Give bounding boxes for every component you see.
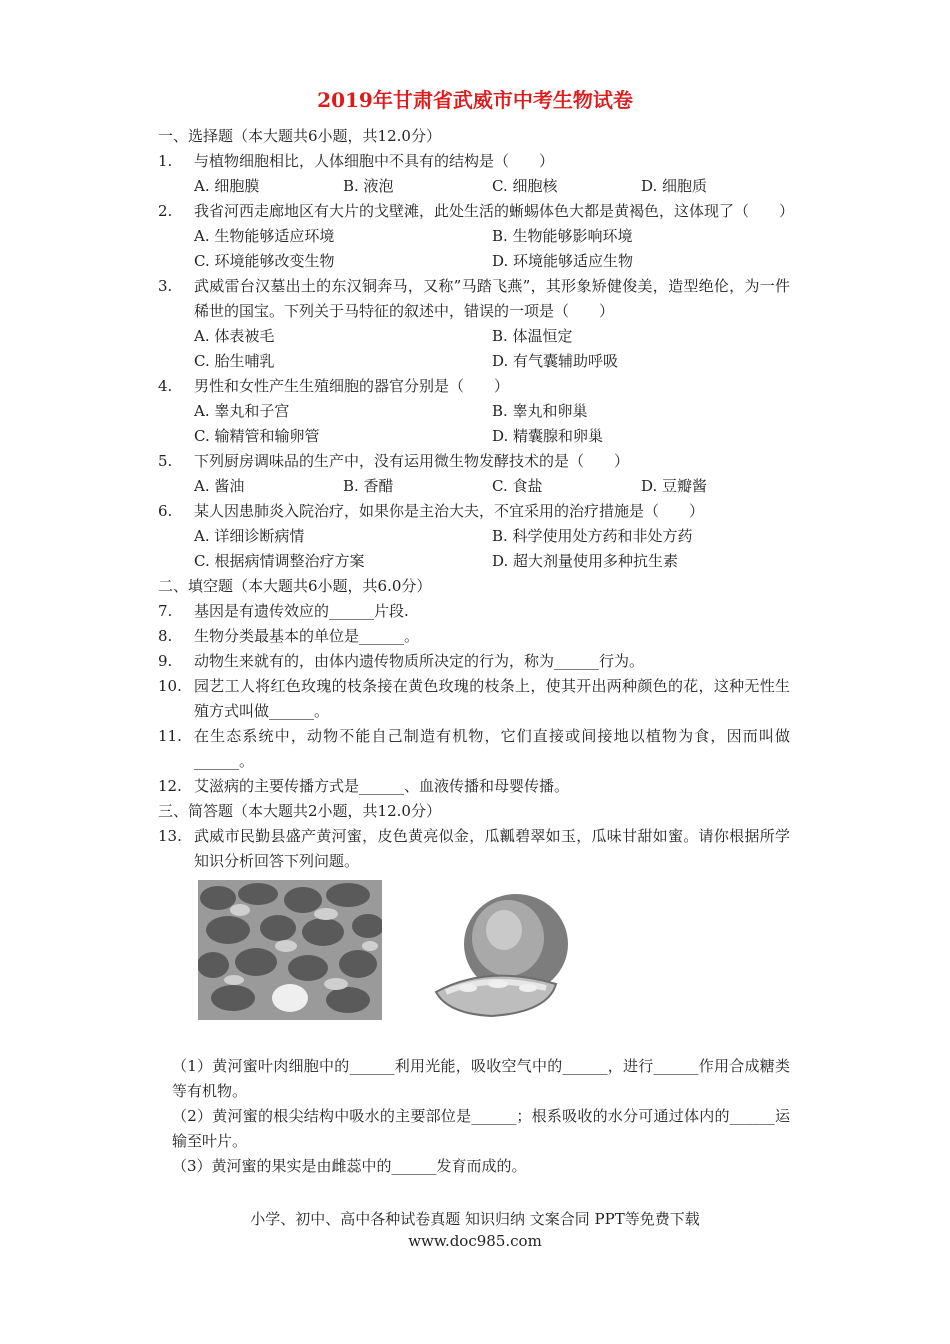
- option-c: C. 输精管和输卵管: [194, 427, 320, 445]
- option-b: B. 科学使用处方药和非处方药: [492, 527, 693, 545]
- question-number: 1.: [158, 152, 173, 170]
- hami-melon-photo: [428, 886, 578, 1022]
- question-number: 8.: [158, 627, 173, 645]
- section-heading-short-answer: 三、简答题（本大题共2小题，共12.0分）: [158, 802, 441, 820]
- options-row: [158, 424, 790, 449]
- question-number: 3.: [158, 277, 173, 295]
- option-d: D. 有气囊辅助呼吸: [492, 352, 619, 370]
- question-number: 5.: [158, 452, 173, 470]
- option-a: A. 酱油: [194, 477, 245, 495]
- option-d: D. 精囊腺和卵巢: [492, 427, 604, 445]
- question-number: 2.: [158, 202, 173, 220]
- question-text: 某人因患肺炎入院治疗，如果你是主治大夫，不宜采用的治疗措施是（ ）: [194, 502, 705, 520]
- options-row: [158, 174, 790, 199]
- option-c: C. 食盐: [492, 477, 543, 495]
- figure-row: [158, 880, 790, 1040]
- option-b: B. 液泡: [343, 177, 394, 195]
- question-1: [158, 149, 790, 174]
- question-4: [158, 374, 790, 399]
- option-a: A. 生物能够适应环境: [194, 227, 335, 245]
- question-number: 9.: [158, 652, 173, 670]
- options-row: [158, 249, 790, 274]
- option-d: D. 超大剂量使用多种抗生素: [492, 552, 679, 570]
- sub-question-1: （1）黄河蜜叶肉细胞中的______利用光能，吸收空气中的______，进行______作用合成糖类等有机物。: [172, 1057, 790, 1100]
- option-d: D. 环境能够适应生物: [492, 252, 634, 270]
- question-text: 艾滋病的主要传播方式是______、血液传播和母婴传播。: [194, 777, 570, 795]
- options-row: [158, 324, 790, 349]
- options-row: [158, 549, 790, 574]
- page-footer: [0, 1208, 950, 1252]
- option-a: A. 体表被毛: [194, 327, 275, 345]
- option-c: C. 环境能够改变生物: [194, 252, 335, 270]
- option-d: D. 豆瓣酱: [641, 477, 708, 495]
- option-b: B. 睾丸和卵巢: [492, 402, 588, 420]
- options-row: [158, 349, 790, 374]
- option-d: D. 细胞质: [641, 177, 708, 195]
- question-number: 13.: [158, 827, 182, 845]
- page-title: 2019年甘肃省武威市中考生物试卷: [317, 88, 633, 112]
- option-b: B. 生物能够影响环境: [492, 227, 633, 245]
- question-number: 6.: [158, 502, 173, 520]
- question-12: [158, 774, 790, 799]
- question-text: 我省河西走廊地区有大片的戈壁滩，此处生活的蜥蜴体色大都是黄褐色，这体现了（ ）: [194, 202, 795, 220]
- question-6: [158, 499, 790, 524]
- option-b: B. 香醋: [343, 477, 394, 495]
- option-a: A. 详细诊断病情: [194, 527, 305, 545]
- question-number: 4.: [158, 377, 173, 395]
- option-b: B. 体温恒定: [492, 327, 573, 345]
- question-text: 在生态系统中，动物不能自己制造有机物，它们直接或间接地以植物为食，因而叫做______。: [194, 727, 790, 770]
- question-number: 12.: [158, 777, 182, 795]
- question-text: 武威市民勤县盛产黄河蜜，皮色黄亮似金，瓜瓤碧翠如玉，瓜味甘甜如蜜。请你根据所学知识分析回答下列问题。: [194, 827, 790, 870]
- question-11: [158, 724, 790, 774]
- question-13: [158, 824, 790, 874]
- options-row: [158, 524, 790, 549]
- option-a: A. 细胞膜: [194, 177, 260, 195]
- options-row: [158, 399, 790, 424]
- options-row: [158, 224, 790, 249]
- section-heading-choice: 一、选择题（本大题共6小题，共12.0分）: [158, 127, 441, 145]
- question-number: 10.: [158, 677, 182, 695]
- question-7: [158, 599, 790, 624]
- footer-text: 小学、初中、高中各种试卷真题 知识归纳 文案合同 PPT等免费下载: [250, 1210, 700, 1228]
- options-row: [158, 474, 790, 499]
- question-5: [158, 449, 790, 474]
- question-number: 7.: [158, 602, 173, 620]
- sub-question-2: （2）黄河蜜的根尖结构中吸水的主要部位是______；根系吸收的水分可通过体内的______运输至叶片。: [172, 1107, 790, 1150]
- question-text: 下列厨房调味品的生产中，没有运用微生物发酵技术的是（ ）: [194, 452, 630, 470]
- question-9: [158, 649, 790, 674]
- question-3: [158, 274, 790, 324]
- question-8: [158, 624, 790, 649]
- question-2: [158, 199, 795, 224]
- question-10: [158, 674, 790, 724]
- exam-content: [158, 124, 795, 1179]
- question-text: 生物分类最基本的单位是______。: [194, 627, 420, 645]
- option-c: C. 根据病情调整治疗方案: [194, 552, 365, 570]
- question-text: 动物生来就有的，由体内遗传物质所决定的行为，称为______行为。: [194, 652, 645, 670]
- section-heading-fill: 二、填空题（本大题共6小题，共6.0分）: [158, 577, 432, 595]
- question-text: 武威雷台汉墓出土的东汉铜奔马，又称”马踏飞燕”，其形象矫健俊美，造型绝伦，为一件稀世的国宝。下列关于马特征的叙述中，错误的一项是（ ）: [194, 277, 790, 320]
- option-c: C. 细胞核: [492, 177, 558, 195]
- question-number: 11.: [158, 727, 182, 745]
- question-text: 园艺工人将红色玫瑰的枝条接在黄色玫瑰的枝条上，使其开出两种颜色的花，这种无性生殖方式叫做______。: [194, 677, 790, 720]
- question-text: 男性和女性产生生殖细胞的器官分别是（ ）: [194, 377, 510, 395]
- option-c: C. 胎生哺乳: [194, 352, 275, 370]
- question-text: 与植物细胞相比，人体细胞中不具有的结构是（ ）: [194, 152, 555, 170]
- melon-field-photo: [198, 880, 382, 1020]
- option-a: A. 睾丸和子宫: [194, 402, 290, 420]
- sub-question-3: （3）黄河蜜的果实是由雌蕊中的______发育而成的。: [172, 1157, 527, 1175]
- question-text: 基因是有遗传效应的______片段.: [194, 602, 409, 620]
- footer-url: www.doc985.com: [408, 1232, 542, 1250]
